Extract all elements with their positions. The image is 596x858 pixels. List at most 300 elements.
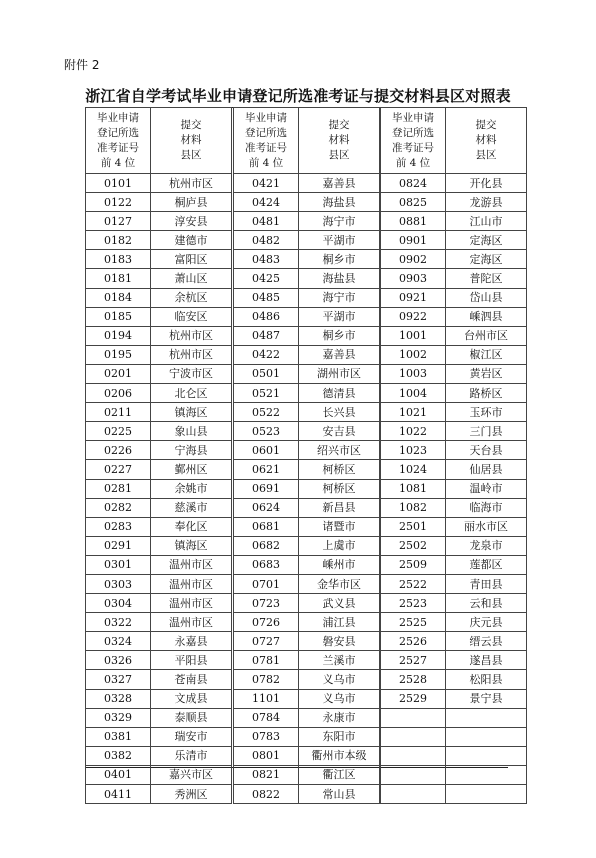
district-cell: 平阳县	[151, 651, 232, 670]
table-row	[234, 613, 380, 632]
district-cell: 温州市区	[151, 574, 232, 593]
district-cell	[446, 727, 527, 746]
exam-code-cell: 0206	[86, 384, 151, 403]
district-cell: 杭州市区	[151, 345, 232, 364]
table-row	[86, 517, 232, 536]
header-area-line: 县区	[328, 149, 350, 161]
exam-code-cell: 0381	[86, 727, 151, 746]
table-row	[381, 231, 527, 250]
table-row	[86, 765, 232, 784]
district-cell: 鄞州区	[151, 460, 232, 479]
table-row	[86, 364, 232, 383]
exam-code-cell: 0783	[234, 727, 299, 746]
exam-code-cell: 0487	[234, 326, 299, 345]
exam-code-cell: 0291	[86, 536, 151, 555]
table-row	[234, 517, 380, 536]
district-cell: 临海市	[446, 498, 527, 517]
exam-code-cell: 0922	[381, 307, 446, 326]
exam-code-cell: 0322	[86, 613, 151, 632]
exam-code-cell: 0211	[86, 403, 151, 422]
district-cell: 余杭区	[151, 288, 232, 307]
exam-code-cell: 0784	[234, 708, 299, 727]
district-cell: 温岭市	[446, 479, 527, 498]
table-row	[86, 288, 232, 307]
exam-code-cell: 0521	[234, 384, 299, 403]
exam-code-cell: 0421	[234, 174, 299, 193]
table-row	[86, 212, 232, 231]
district-cell: 诸暨市	[299, 517, 380, 536]
exam-code-cell: 0825	[381, 193, 446, 212]
district-cell: 龙游县	[446, 193, 527, 212]
table-row	[381, 288, 527, 307]
table-row	[381, 555, 527, 574]
lookup-table-right	[380, 107, 527, 804]
district-cell: 云和县	[446, 594, 527, 613]
exam-code-cell: 0727	[234, 632, 299, 651]
district-cell: 苍南县	[151, 670, 232, 689]
table-row	[86, 746, 232, 765]
header-row	[86, 108, 232, 174]
table-row	[234, 689, 380, 708]
table-row	[381, 785, 527, 804]
district-cell: 永康市	[299, 708, 380, 727]
exam-code-cell: 0401	[86, 765, 151, 784]
district-cell: 岱山县	[446, 288, 527, 307]
table-row	[86, 708, 232, 727]
exam-code-cell: 0282	[86, 498, 151, 517]
exam-code-cell: 2528	[381, 670, 446, 689]
table-row	[381, 517, 527, 536]
header-code	[234, 108, 299, 174]
table-row	[86, 479, 232, 498]
district-cell: 义乌市	[299, 670, 380, 689]
exam-code-cell: 0183	[86, 250, 151, 269]
district-cell: 海宁市	[299, 288, 380, 307]
table-row	[234, 250, 380, 269]
exam-code-cell: 0122	[86, 193, 151, 212]
table-row	[86, 403, 232, 422]
district-cell: 宁波市区	[151, 364, 232, 383]
exam-code-cell: 1001	[381, 326, 446, 345]
table-row	[234, 785, 380, 804]
exam-code-cell: 0194	[86, 326, 151, 345]
district-cell: 仙居县	[446, 460, 527, 479]
exam-code-cell: 1101	[234, 689, 299, 708]
table-row	[381, 536, 527, 555]
table-row	[381, 307, 527, 326]
exam-code-cell: 0781	[234, 651, 299, 670]
exam-code-cell: 0921	[381, 288, 446, 307]
table-row	[381, 174, 527, 193]
table-row	[381, 269, 527, 288]
header-code-line: 准考证号	[97, 141, 139, 154]
exam-code-cell: 0481	[234, 212, 299, 231]
district-cell: 常山县	[299, 785, 380, 804]
table-row	[234, 364, 380, 383]
district-cell	[446, 708, 527, 727]
table-row	[381, 326, 527, 345]
table-row	[381, 250, 527, 269]
table-row	[381, 422, 527, 441]
exam-code-cell: 0824	[381, 174, 446, 193]
table-row	[234, 498, 380, 517]
table-row	[234, 422, 380, 441]
district-cell: 镇海区	[151, 536, 232, 555]
lookup-table-middle	[233, 107, 380, 804]
district-cell: 海盐县	[299, 269, 380, 288]
exam-code-cell: 1004	[381, 384, 446, 403]
exam-code-cell: 0195	[86, 345, 151, 364]
district-cell: 温州市区	[151, 594, 232, 613]
table-row	[381, 632, 527, 651]
exam-code-cell: 0301	[86, 555, 151, 574]
table-row	[86, 422, 232, 441]
exam-code-cell: 0903	[381, 269, 446, 288]
district-cell: 淳安县	[151, 212, 232, 231]
exam-code-cell: 0821	[234, 765, 299, 784]
exam-code-cell: 0181	[86, 269, 151, 288]
district-cell: 象山县	[151, 422, 232, 441]
district-cell: 开化县	[446, 174, 527, 193]
table-row	[234, 193, 380, 212]
exam-code-cell: 0726	[234, 613, 299, 632]
exam-code-cell: 1003	[381, 364, 446, 383]
table-row	[86, 689, 232, 708]
district-cell: 温州市区	[151, 613, 232, 632]
header-area	[446, 108, 527, 174]
exam-code-cell: 0624	[234, 498, 299, 517]
district-cell: 武义县	[299, 594, 380, 613]
district-cell: 平湖市	[299, 307, 380, 326]
exam-code-cell: 0682	[234, 536, 299, 555]
header-area-line: 提交	[475, 119, 497, 131]
district-cell: 江山市	[446, 212, 527, 231]
exam-code-cell: 0601	[234, 441, 299, 460]
table-row	[86, 250, 232, 269]
district-cell: 义乌市	[299, 689, 380, 708]
table-row	[381, 193, 527, 212]
table-row	[381, 212, 527, 231]
exam-code-cell: 0422	[234, 345, 299, 364]
table-row	[86, 651, 232, 670]
exam-code-cell: 2502	[381, 536, 446, 555]
table-row	[381, 479, 527, 498]
table-row	[381, 651, 527, 670]
header-area	[299, 108, 380, 174]
district-cell: 玉环市	[446, 403, 527, 422]
district-cell: 秀洲区	[151, 785, 232, 804]
table-row	[234, 670, 380, 689]
district-cell: 嘉善县	[299, 174, 380, 193]
table-row	[234, 574, 380, 593]
exam-code-cell: 1002	[381, 345, 446, 364]
district-cell: 瑞安市	[151, 727, 232, 746]
exam-code-cell: 0782	[234, 670, 299, 689]
table-row	[86, 193, 232, 212]
district-cell: 德清县	[299, 384, 380, 403]
table-row	[86, 498, 232, 517]
table-row	[234, 403, 380, 422]
table-row	[234, 727, 380, 746]
header-area-line: 材料	[328, 134, 350, 146]
exam-code-cell: 0127	[86, 212, 151, 231]
table-row	[234, 174, 380, 193]
exam-code-cell: 0901	[381, 231, 446, 250]
district-cell: 磐安县	[299, 632, 380, 651]
exam-code-cell: 0486	[234, 307, 299, 326]
table-row	[381, 670, 527, 689]
table-row	[234, 231, 380, 250]
exam-code-cell: 1024	[381, 460, 446, 479]
header-code-line: 前 4 位	[248, 156, 284, 169]
district-cell: 椒江区	[446, 345, 527, 364]
district-cell: 温州市区	[151, 555, 232, 574]
district-cell: 绍兴市区	[299, 441, 380, 460]
exam-code-cell: 0304	[86, 594, 151, 613]
table-row	[234, 536, 380, 555]
table-row	[381, 460, 527, 479]
district-cell: 遂昌县	[446, 651, 527, 670]
exam-code-cell: 1023	[381, 441, 446, 460]
exam-code-cell: 2525	[381, 613, 446, 632]
district-cell	[446, 746, 527, 765]
district-cell: 天台县	[446, 441, 527, 460]
exam-code-cell: 0327	[86, 670, 151, 689]
exam-code-cell: 0226	[86, 441, 151, 460]
table-row	[381, 364, 527, 383]
header-area-line: 材料	[180, 134, 202, 146]
district-cell: 金华市区	[299, 574, 380, 593]
exam-code-cell: 2522	[381, 574, 446, 593]
district-cell: 定海区	[446, 231, 527, 250]
district-cell: 浦江县	[299, 613, 380, 632]
exam-code-cell: 0182	[86, 231, 151, 250]
header-row	[381, 108, 527, 174]
exam-code-cell	[381, 785, 446, 804]
district-cell: 景宁县	[446, 689, 527, 708]
table-row	[381, 441, 527, 460]
header-code-line: 登记所选	[392, 126, 434, 139]
exam-code-cell: 2526	[381, 632, 446, 651]
header-code-line: 毕业申请	[392, 111, 434, 124]
exam-code-cell: 0523	[234, 422, 299, 441]
district-cell: 湖州市区	[299, 364, 380, 383]
district-cell: 临安区	[151, 307, 232, 326]
district-cell: 永嘉县	[151, 632, 232, 651]
header-row	[234, 108, 380, 174]
header-area-line: 提交	[328, 119, 350, 131]
exam-code-cell: 2527	[381, 651, 446, 670]
exam-code-cell: 0425	[234, 269, 299, 288]
district-cell: 普陀区	[446, 269, 527, 288]
district-cell: 柯桥区	[299, 479, 380, 498]
table-row	[381, 403, 527, 422]
table-row	[234, 765, 380, 784]
district-cell: 缙云县	[446, 632, 527, 651]
district-cell: 慈溪市	[151, 498, 232, 517]
district-cell	[446, 785, 527, 804]
district-cell: 海盐县	[299, 193, 380, 212]
header-area-line: 县区	[180, 149, 202, 161]
district-cell: 宁海县	[151, 441, 232, 460]
exam-code-cell: 1081	[381, 479, 446, 498]
table-row	[234, 441, 380, 460]
table-row	[86, 174, 232, 193]
district-cell: 三门县	[446, 422, 527, 441]
exam-code-cell: 0522	[234, 403, 299, 422]
exam-code-cell: 0324	[86, 632, 151, 651]
district-cell: 庆元县	[446, 613, 527, 632]
exam-code-cell: 0621	[234, 460, 299, 479]
district-cell: 富阳区	[151, 250, 232, 269]
table-row	[234, 708, 380, 727]
district-cell: 北仑区	[151, 384, 232, 403]
district-cell: 嘉兴市区	[151, 765, 232, 784]
table-row	[86, 613, 232, 632]
exam-code-cell: 0283	[86, 517, 151, 536]
district-cell: 奉化区	[151, 517, 232, 536]
exam-code-cell: 0329	[86, 708, 151, 727]
table-row	[86, 231, 232, 250]
district-cell: 乐清市	[151, 746, 232, 765]
district-cell: 定海区	[446, 250, 527, 269]
table-row	[86, 594, 232, 613]
header-area-line: 材料	[475, 134, 497, 146]
table-row	[86, 574, 232, 593]
header-code-line: 前 4 位	[100, 156, 136, 169]
exam-code-cell: 0303	[86, 574, 151, 593]
table-row	[234, 288, 380, 307]
exam-code-cell: 0326	[86, 651, 151, 670]
table-row	[381, 765, 527, 784]
district-cell: 新昌县	[299, 498, 380, 517]
table-row	[234, 746, 380, 765]
district-cell: 平湖市	[299, 231, 380, 250]
header-code	[86, 108, 151, 174]
exam-code-cell: 0184	[86, 288, 151, 307]
table-row	[381, 594, 527, 613]
district-cell: 余姚市	[151, 479, 232, 498]
table-row	[234, 479, 380, 498]
table-row	[86, 785, 232, 804]
district-cell: 安吉县	[299, 422, 380, 441]
lookup-table-left	[85, 107, 232, 804]
district-cell: 泰顺县	[151, 708, 232, 727]
district-cell: 桐庐县	[151, 193, 232, 212]
table-row	[234, 326, 380, 345]
district-cell: 莲都区	[446, 555, 527, 574]
exam-code-cell: 2509	[381, 555, 446, 574]
district-cell: 柯桥区	[299, 460, 380, 479]
district-cell: 松阳县	[446, 670, 527, 689]
exam-code-cell: 0683	[234, 555, 299, 574]
table-row	[86, 727, 232, 746]
exam-code-cell: 1022	[381, 422, 446, 441]
district-cell: 桐乡市	[299, 250, 380, 269]
exam-code-cell: 0411	[86, 785, 151, 804]
district-cell: 丽水市区	[446, 517, 527, 536]
district-cell: 龙泉市	[446, 536, 527, 555]
table-row	[381, 345, 527, 364]
table-row	[234, 307, 380, 326]
exam-code-cell	[381, 765, 446, 784]
table-row	[86, 384, 232, 403]
table-row	[86, 555, 232, 574]
table-row	[86, 307, 232, 326]
header-code-line: 毕业申请	[245, 111, 287, 124]
exam-code-cell	[381, 708, 446, 727]
header-code-line: 毕业申请	[97, 111, 139, 124]
district-cell: 嵊泗县	[446, 307, 527, 326]
district-cell: 台州市区	[446, 326, 527, 345]
district-cell: 镇海区	[151, 403, 232, 422]
header-area-line: 县区	[475, 149, 497, 161]
table-row	[234, 460, 380, 479]
table-row	[381, 746, 527, 765]
table-row	[234, 345, 380, 364]
district-cell: 黄岩区	[446, 364, 527, 383]
district-cell: 兰溪市	[299, 651, 380, 670]
exam-code-cell: 0902	[381, 250, 446, 269]
table-row	[86, 326, 232, 345]
table-row	[381, 384, 527, 403]
district-cell: 文成县	[151, 689, 232, 708]
exam-code-cell	[381, 746, 446, 765]
table-row	[86, 670, 232, 689]
exam-code-cell: 0424	[234, 193, 299, 212]
district-cell: 桐乡市	[299, 326, 380, 345]
exam-code-cell: 0227	[86, 460, 151, 479]
district-cell: 萧山区	[151, 269, 232, 288]
exam-code-cell: 0201	[86, 364, 151, 383]
district-cell: 上虞市	[299, 536, 380, 555]
table-row	[86, 536, 232, 555]
exam-code-cell: 0501	[234, 364, 299, 383]
exam-code-cell: 0681	[234, 517, 299, 536]
table-row	[86, 269, 232, 288]
district-cell: 衢江区	[299, 765, 380, 784]
district-cell: 海宁市	[299, 212, 380, 231]
table-row	[381, 689, 527, 708]
table-row	[234, 269, 380, 288]
exam-code-cell: 0281	[86, 479, 151, 498]
exam-code-cell: 2529	[381, 689, 446, 708]
exam-code-cell: 0485	[234, 288, 299, 307]
table-row	[234, 651, 380, 670]
district-cell: 东阳市	[299, 727, 380, 746]
district-cell: 嘉善县	[299, 345, 380, 364]
header-area-line: 提交	[180, 119, 202, 131]
exam-code-cell: 2501	[381, 517, 446, 536]
exam-code-cell: 0482	[234, 231, 299, 250]
header-area	[151, 108, 232, 174]
header-code-line: 准考证号	[245, 141, 287, 154]
exam-code-cell: 0101	[86, 174, 151, 193]
table-row	[234, 632, 380, 651]
district-cell: 衢州市本级	[299, 746, 380, 765]
exam-code-cell: 0691	[234, 479, 299, 498]
header-code-line: 前 4 位	[395, 156, 431, 169]
header-code	[381, 108, 446, 174]
exam-code-cell: 0185	[86, 307, 151, 326]
header-code-line: 登记所选	[97, 126, 139, 139]
exam-code-cell: 2523	[381, 594, 446, 613]
exam-code-cell: 0225	[86, 422, 151, 441]
exam-code-cell: 0723	[234, 594, 299, 613]
table-row	[234, 555, 380, 574]
table-row	[234, 594, 380, 613]
attachment-label: 附件 2	[64, 58, 100, 72]
